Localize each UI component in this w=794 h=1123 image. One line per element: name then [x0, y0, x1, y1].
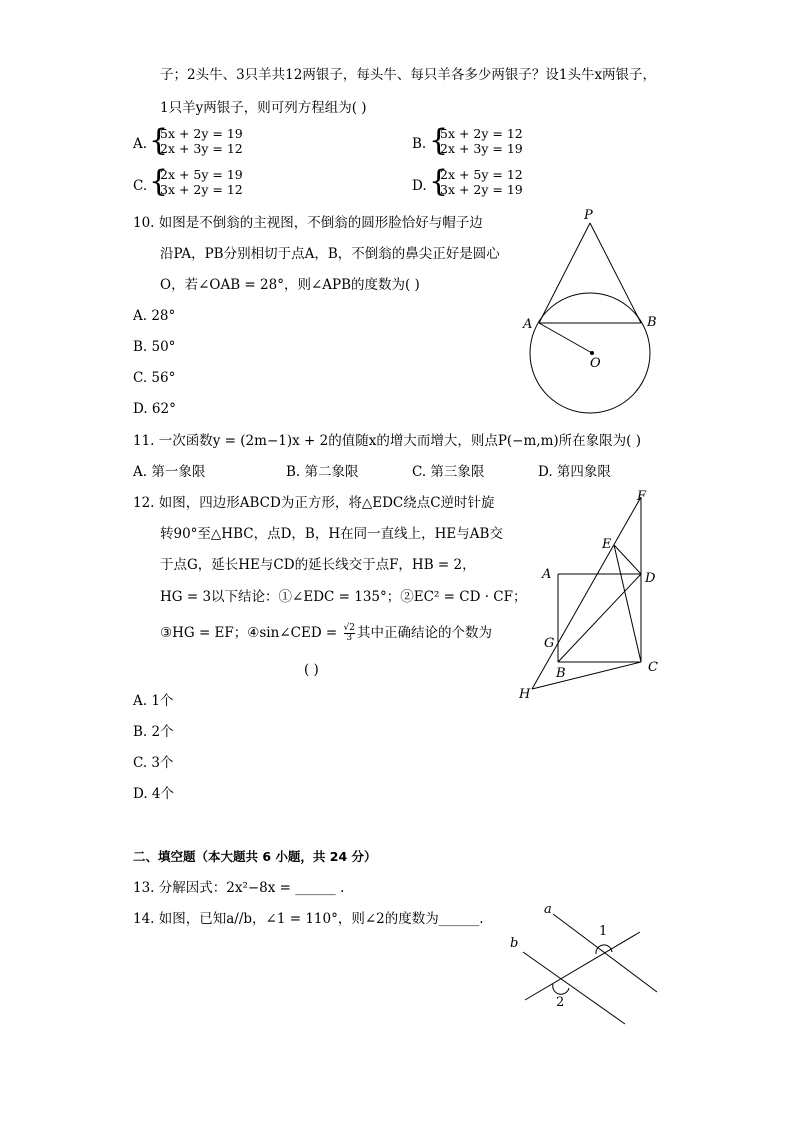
q12-answer-blank: ( )	[304, 662, 319, 678]
equation: 2x + 3y = 19	[440, 141, 523, 156]
equation: 3x + 2y = 12	[160, 182, 243, 197]
option-label: A.	[133, 136, 148, 152]
q9-text-line1: 子；2头牛、3只羊共12两银子，每头牛、每只羊各多少两银子？设1头牛x两银子，	[160, 67, 657, 83]
q12-figure	[510, 485, 670, 710]
label-angle1: 1	[599, 924, 608, 939]
q12-line5-end: 其中正确结论的个数为	[357, 625, 493, 641]
brace-icon: {	[149, 164, 169, 199]
q12-text-line1: 12. 如图，四边形ABCD为正方形，将△EDC绕点C逆时针旋	[133, 495, 495, 511]
equation: 5x + 2y = 12	[440, 126, 523, 141]
q12-option-c[interactable]: C. 3个	[133, 755, 174, 771]
label-a: A	[523, 317, 533, 332]
equation: 5x + 2y = 19	[160, 126, 243, 141]
q12-option-a[interactable]: A. 1个	[133, 693, 174, 709]
q10-option-a[interactable]: A. 28°	[133, 308, 176, 324]
tangent-pa	[539, 223, 590, 323]
q11-option-b[interactable]: B. 第二象限	[286, 464, 359, 480]
q11-option-d[interactable]: D. 第四象限	[538, 464, 611, 480]
line-b	[523, 952, 625, 1024]
label-b: B	[647, 315, 657, 330]
label-b: B	[556, 666, 566, 681]
q14-figure	[505, 900, 665, 1030]
equation: 2x + 5y = 12	[440, 167, 523, 182]
fraction-denominator: 3	[346, 633, 353, 643]
q12-option-d[interactable]: D. 4个	[133, 786, 175, 802]
q10-text-line1: 10. 如图是不倒翁的主视图，不倒翁的圆形脸恰好与帽子边	[133, 215, 483, 231]
label-d: D	[645, 571, 656, 586]
label-p: P	[584, 208, 593, 223]
label-b: b	[510, 936, 519, 951]
q10-text-line2: 沿PA，PB分别相切于点A，B，不倒翁的鼻尖正好是圆心	[160, 246, 500, 262]
q10-option-d[interactable]: D. 62°	[133, 401, 176, 417]
angle2-arc	[553, 984, 569, 994]
label-c: C	[648, 660, 658, 675]
label-g: G	[544, 636, 555, 651]
label-e: E	[602, 537, 612, 552]
label-a: a	[544, 902, 552, 917]
brace-icon: {	[429, 123, 449, 158]
q12-text-line4: HG = 3以下结论：①∠EDC = 135°；②EC² = CD · CF；	[160, 589, 527, 605]
q12-text-line2: 转90°至△HBC，点D，B，H在同一直线上，HE与AB交	[160, 526, 503, 542]
tangent-pb	[590, 223, 641, 323]
section-title: 二、填空题（本大题共 6 小题，共 24 分）	[133, 849, 377, 864]
equation: 2x + 5y = 19	[160, 167, 243, 182]
label-f: F	[637, 489, 647, 504]
center-dot	[590, 351, 594, 355]
brace-icon: {	[429, 164, 449, 199]
q12-text-line5	[160, 624, 492, 643]
option-label: D.	[412, 178, 427, 194]
q10-option-b[interactable]: B. 50°	[133, 339, 176, 355]
sqrt-fraction	[344, 624, 355, 643]
q13-text-line1: 13. 分解因式：2x²−8x = ______ .	[133, 880, 345, 896]
label-h: H	[519, 687, 531, 702]
option-label: B.	[412, 136, 427, 152]
option-label: C.	[133, 178, 148, 194]
q12-text-line3: 于点G，延长HE与CD的延长线交于点F，HB = 2，	[160, 557, 476, 573]
q10-text-line3: O，若∠OAB = 28°，则∠APB的度数为( )	[160, 277, 420, 293]
radius-oa	[539, 323, 592, 353]
q10-option-c[interactable]: C. 56°	[133, 370, 176, 386]
label-o: O	[590, 356, 601, 371]
q11-option-a[interactable]: A. 第一象限	[133, 464, 206, 480]
q9-text-line2: 1只羊y两银子，则可列方程组为( )	[160, 100, 367, 116]
q12-line5-start: ③HG = EF；④sin∠CED =	[160, 625, 342, 641]
q10-figure	[515, 205, 675, 420]
label-a: A	[542, 567, 552, 582]
q14-text-line1: 14. 如图，已知a//b，∠1 = 110°，则∠2的度数为______.	[133, 911, 484, 927]
q12-option-b[interactable]: B. 2个	[133, 724, 174, 740]
equation: 3x + 2y = 19	[440, 182, 523, 197]
fraction-numerator: √2	[343, 623, 356, 633]
equation: 2x + 3y = 12	[160, 141, 243, 156]
q11-option-c[interactable]: C. 第三象限	[412, 464, 485, 480]
label-angle2: 2	[556, 995, 565, 1010]
brace-icon: {	[149, 123, 169, 158]
q11-text-line1: 11. 一次函数y = (2m−1)x + 2的值随x的增大而增大，则点P(−m,m)所在象限为( )	[133, 433, 641, 449]
